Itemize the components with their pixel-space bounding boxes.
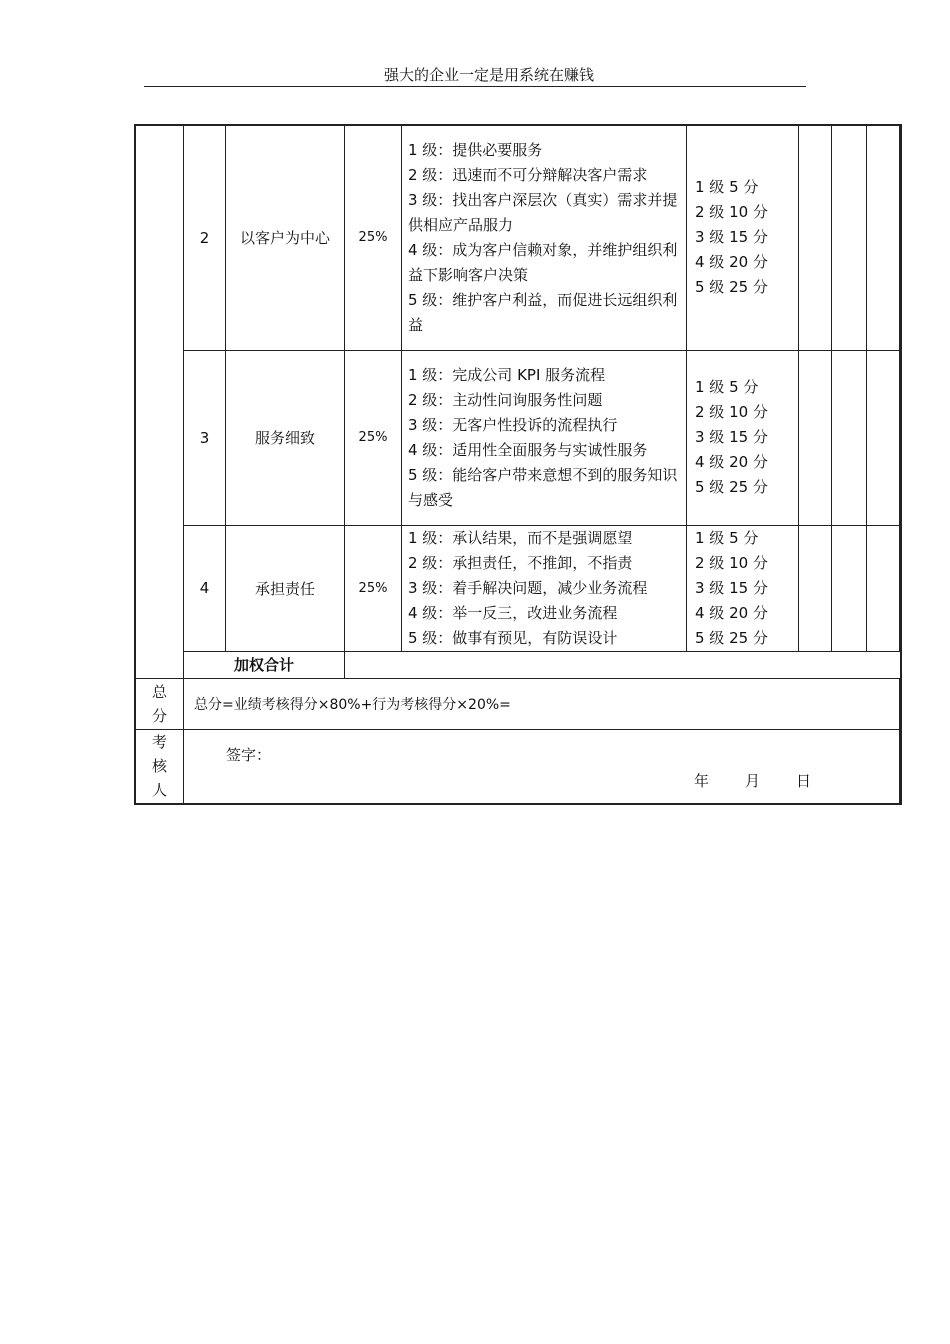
score-cell <box>687 350 799 525</box>
score-cell <box>687 125 799 350</box>
criteria-line: 4 级：成为客户信赖对象，并维护组织利益下影响客户决策 <box>408 240 678 284</box>
criteria-line: 3 级：着手解决问题，减少业务流程 <box>408 578 648 597</box>
reviewer-label-char: 人 <box>151 781 167 800</box>
item-name: 以客户为中心 <box>226 125 345 350</box>
criteria-cell <box>402 525 687 651</box>
criteria-line: 5 级：做事有预见，有防误设计 <box>408 628 618 647</box>
total-label-char: 分 <box>151 706 167 725</box>
score-line: 5 级 25 分 <box>695 628 768 647</box>
item-weight: 25% <box>345 350 402 525</box>
blank-score-cell[interactable] <box>799 350 832 525</box>
date-day: 日 <box>796 771 812 790</box>
score-line: 2 级 10 分 <box>695 203 768 222</box>
reviewer-label-char: 考 <box>151 733 167 752</box>
blank-score-cell[interactable] <box>867 525 900 651</box>
score-line: 5 级 25 分 <box>695 478 768 496</box>
score-line: 2 级 10 分 <box>695 553 768 572</box>
category-cell <box>135 125 184 678</box>
score-line: 1 级 5 分 <box>695 528 759 547</box>
row-number: 4 <box>184 525 226 651</box>
signature-cell[interactable] <box>184 729 900 804</box>
weighted-total-value[interactable] <box>345 651 900 678</box>
evaluation-table <box>134 124 902 805</box>
score-line: 4 级 20 分 <box>695 253 768 272</box>
reviewer-row <box>135 729 901 804</box>
criteria-line: 3 级：找出客户深层次（真实）需求并提供相应产品服力 <box>408 190 678 234</box>
score-line: 3 级 15 分 <box>695 428 768 446</box>
reviewer-label-char: 核 <box>151 757 167 776</box>
page-header <box>144 64 806 87</box>
criteria-line: 2 级：承担责任，不推卸，不指责 <box>408 553 633 572</box>
item-name: 服务细致 <box>226 350 345 525</box>
criteria-cell <box>402 350 687 525</box>
date-year: 年 <box>694 771 710 790</box>
item-name: 承担责任 <box>226 525 345 651</box>
criteria-line: 3 级：无客户性投诉的流程执行 <box>408 415 618 434</box>
weighted-total-label: 加权合计 <box>184 651 345 678</box>
score-line: 4 级 20 分 <box>695 603 768 622</box>
blank-score-cell[interactable] <box>799 125 832 350</box>
total-label-char: 总 <box>151 682 167 701</box>
score-line: 5 级 25 分 <box>695 278 768 297</box>
row-number: 3 <box>184 350 226 525</box>
score-line: 3 级 15 分 <box>695 228 768 247</box>
blank-score-cell[interactable] <box>867 125 900 350</box>
blank-score-cell[interactable] <box>799 525 832 651</box>
row-number: 2 <box>184 125 226 350</box>
criteria-line: 1 级：提供必要服务 <box>408 140 543 159</box>
criteria-line: 2 级：迅速而不可分辩解决客户需求 <box>408 165 648 184</box>
total-row <box>135 678 901 729</box>
score-line: 4 级 20 分 <box>695 453 768 471</box>
blank-score-cell[interactable] <box>867 350 900 525</box>
criteria-line: 5 级：能给客户带来意想不到的服务知识与感受 <box>408 465 678 509</box>
item-weight: 25% <box>345 125 402 350</box>
total-label <box>135 678 184 729</box>
criteria-cell <box>402 125 687 350</box>
blank-score-cell[interactable] <box>832 525 867 651</box>
score-line: 1 级 5 分 <box>695 178 759 197</box>
blank-score-cell[interactable] <box>832 350 867 525</box>
weighted-total-row <box>135 651 901 678</box>
criteria-line: 4 级：举一反三，改进业务流程 <box>408 603 618 622</box>
reviewer-label <box>135 729 184 804</box>
score-line: 2 级 10 分 <box>695 403 768 421</box>
criteria-line: 2 级：主动性问询服务性问题 <box>408 390 603 409</box>
criteria-line: 4 级：适用性全面服务与实诚性服务 <box>408 440 648 459</box>
table-row <box>135 350 901 525</box>
criteria-line: 1 级：完成公司 KPI 服务流程 <box>408 365 606 384</box>
item-weight: 25% <box>345 525 402 651</box>
weighted-total-end <box>900 651 901 678</box>
total-formula[interactable]: 总分=业绩考核得分×80%+行为考核得分×20%= <box>184 678 900 729</box>
blank-score-cell[interactable] <box>832 125 867 350</box>
date-month: 月 <box>745 771 761 790</box>
criteria-line: 1 级：承认结果，而不是强调愿望 <box>408 528 633 547</box>
table-row <box>135 125 901 350</box>
score-line: 3 级 15 分 <box>695 578 768 597</box>
criteria-line: 5 级：维护客户利益，而促进长远组织利益 <box>408 290 678 334</box>
signature-label: 签字： <box>226 745 272 764</box>
table-row <box>135 525 901 651</box>
score-cell <box>687 525 799 651</box>
score-line: 1 级 5 分 <box>695 378 759 396</box>
header-title: 强大的企业一定是用系统在赚钱 <box>383 66 594 84</box>
